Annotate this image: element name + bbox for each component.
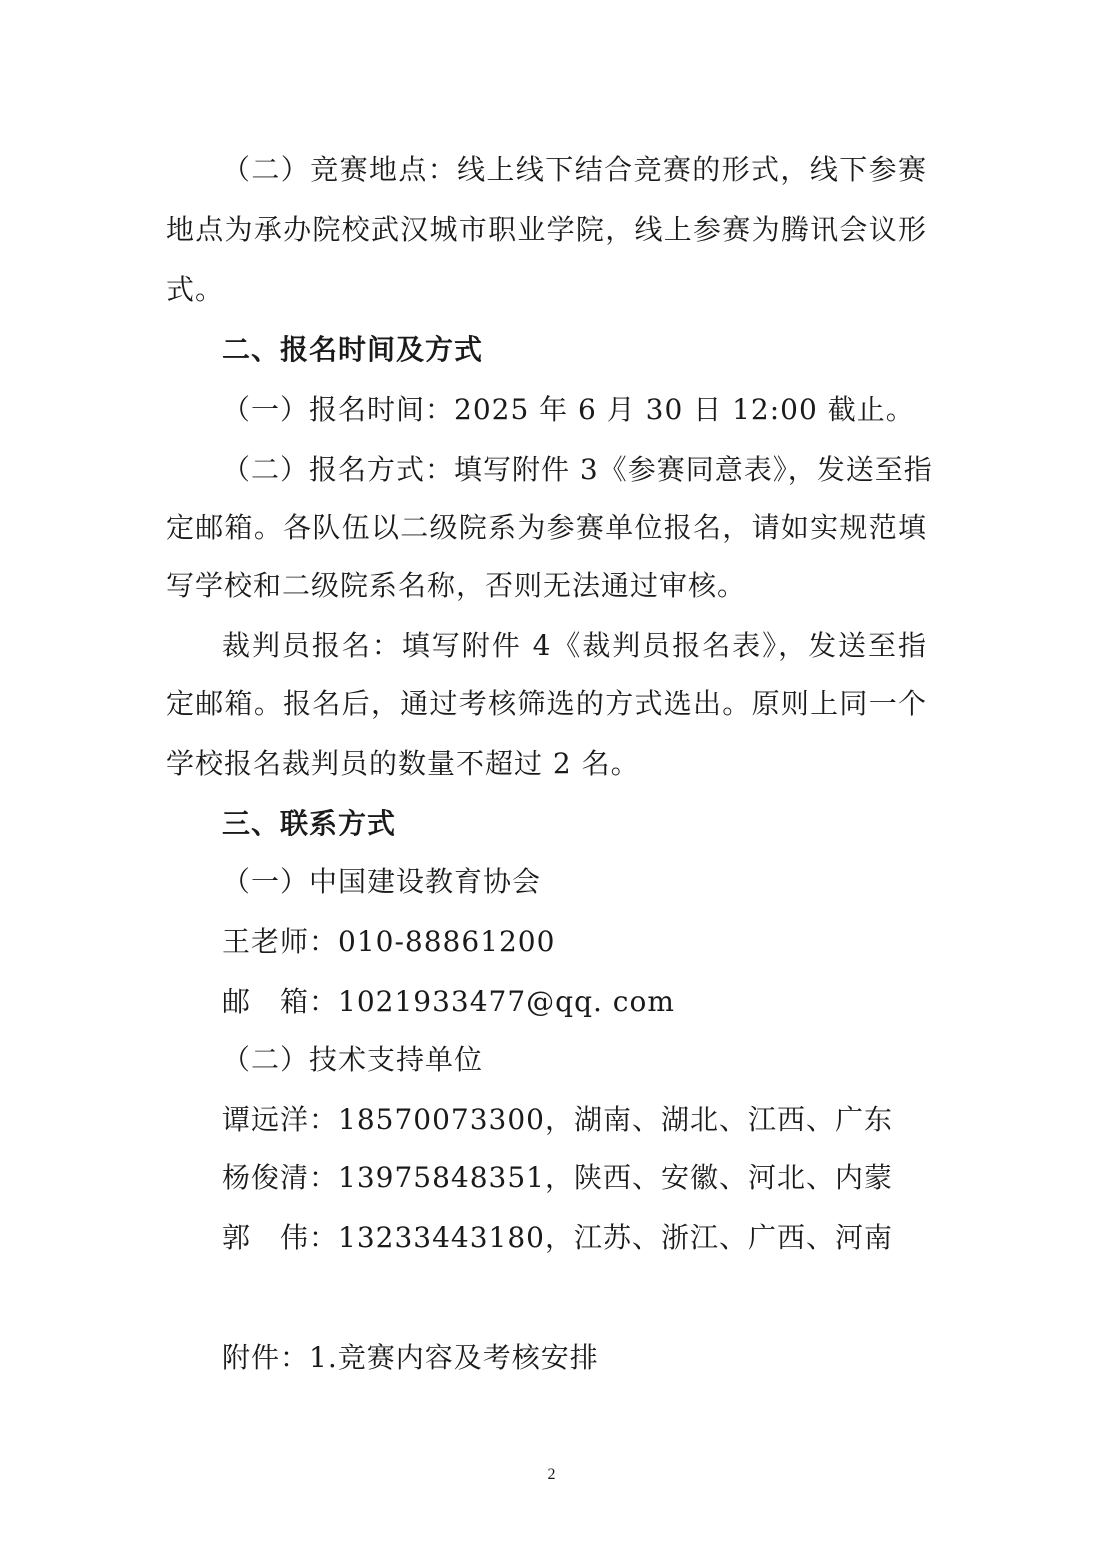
registration-method-line-3: 写学校和二级院系名称，否则无法通过审核。 xyxy=(166,569,747,602)
section-2-heading: 二、报名时间及方式 xyxy=(222,333,484,366)
contact-1-email: 邮 箱：1021933477@qq. com xyxy=(222,985,675,1018)
contact-2-person-1: 谭远洋：18570073300，湖南、湖北、江西、广东 xyxy=(222,1103,893,1136)
venue-line-3: 式。 xyxy=(166,273,225,306)
attachment-line: 附件：1.竞赛内容及考核安排 xyxy=(222,1341,599,1374)
section-3-heading: 三、联系方式 xyxy=(222,807,397,840)
page-number: 2 xyxy=(547,1466,556,1483)
referee-line-1: 裁判员报名：填写附件 4《裁判员报名表》，发送至指 xyxy=(222,629,927,662)
contact-1-title: （一）中国建设教育协会 xyxy=(222,865,542,898)
registration-method-line-1: （二）报名方式：填写附件 3《参赛同意表》，发送至指 xyxy=(222,453,933,486)
registration-time: （一）报名时间：2025 年 6 月 30 日 12:00 截止。 xyxy=(222,393,915,426)
contact-2-person-3: 郭 伟：13233443180，江苏、浙江、广西、河南 xyxy=(222,1221,893,1254)
venue-line-2: 地点为承办院校武汉城市职业学院，线上参赛为腾讯会议形 xyxy=(166,213,927,246)
registration-method-line-2: 定邮箱。各队伍以二级院系为参赛单位报名，请如实规范填 xyxy=(166,511,927,544)
contact-2-person-2: 杨俊清：13975848351，陕西、安徽、河北、内蒙 xyxy=(222,1161,893,1194)
referee-line-2: 定邮箱。报名后，通过考核筛选的方式选出。原则上同一个 xyxy=(166,687,927,720)
contact-2-title: （二）技术支持单位 xyxy=(222,1043,484,1076)
venue-line-1: （二）竞赛地点：线上线下结合竞赛的形式，线下参赛 xyxy=(222,153,927,186)
referee-line-3: 学校报名裁判员的数量不超过 2 名。 xyxy=(166,747,640,780)
contact-1-phone: 王老师：010-88861200 xyxy=(222,925,556,958)
